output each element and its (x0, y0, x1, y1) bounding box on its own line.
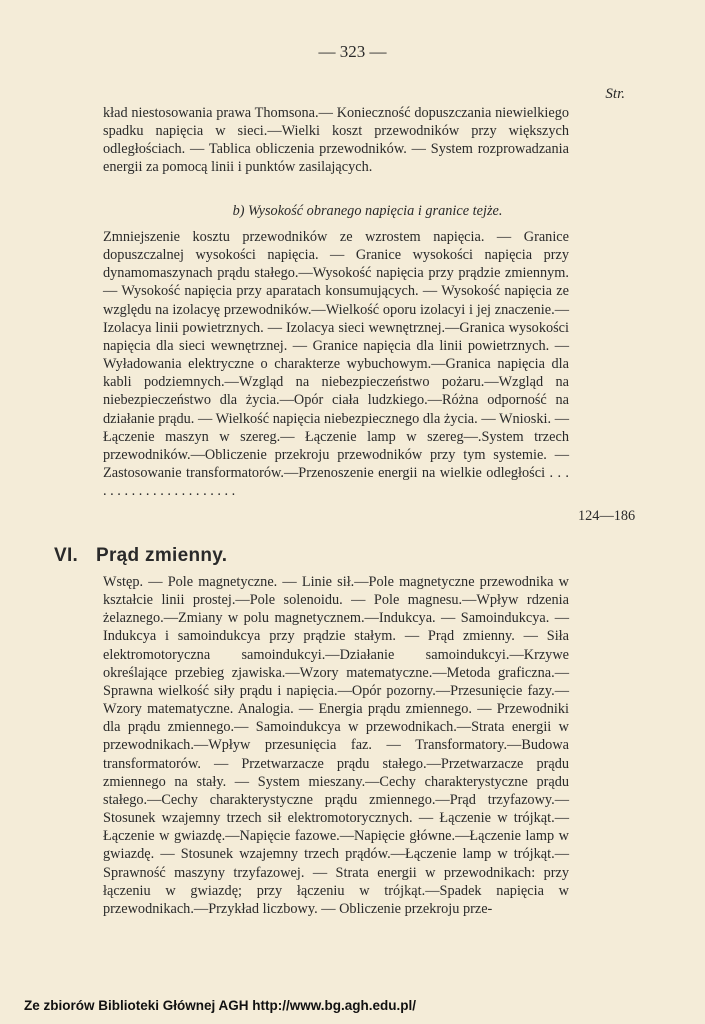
paragraph-alternating-current-text: Wstęp. — Pole magnetyczne. — Linie sił.—Pole magnetyczne przewodnika w kształcie linii prostej.—Pole solenoidu. — Pole magnesu.—Wpływ rdzenia żelaznego.—Zmiany w polu magnetycznem.—Indukcya. — Samoindukcya. — Indukcya i samoindukcya przy prądzie stałym. — Prąd zmienny. — Siła elektromotoryczna samoindukcyi.—Działanie samoindukcyi.—Krzywe określające przebieg zjawiska.—Wzory matematyczne.—Metoda graficzna.—Sprawna wielkość siły prądu i napięcia.—Opór pozorny.—Przesunięcie fazy.—Wzory matematyczne. Analogia. — Energia prądu zmiennego. — Przewodniki dla prądu zmiennego.— Samoindukcya w przewodnikach.—Strata energii w przewodnikach.—Wpływ przesunięcia faz. — Transformatory.—Budowa transformatorów. — Przetwarzacze prądu stałego.—Przetwarzacze prądu zmiennego na stały. — System mieszany.—Cechy charakterystyczne prądu stałego.—Cechy charakterystyczne prądu zmiennego.—Prąd trzyfazowy.—Stosunek wzajemny trzech sił elektromotorycznych. — Łączenie w trójkąt.—Łączenie w gwiazdę.—Napięcie fazowe.—Napięcie główne.—Łączenie lamp w gwiazdę. — Stosunek wzajemny trzech prądów.—Łączenie lamp w trójkąt.—Sprawność maszyny trzyfazowej. — Strata energii w przewodnikach: przy łączeniu w gwiazdę; przy łączeniu w trójkąt.—Spadek napięcia w przewodnikach.—Przykład liczbowy. — Obliczenie przekroju prze- (103, 574, 569, 917)
paragraph-intro (103, 104, 569, 177)
page-number: — 323 — (318, 42, 387, 61)
section-heading (54, 545, 227, 567)
section-number: VI. (54, 545, 79, 566)
page-range: 124—186 (578, 508, 636, 524)
subheading: b) Wysokość obranego napięcia i granice tejże. (232, 203, 503, 219)
paragraph-alternating-current (103, 573, 569, 918)
section-title: Prąd zmienny. (96, 545, 228, 566)
library-footer: Ze zbiorów Biblioteki Głównej AGH http://www.bg.agh.edu.pl/ (24, 998, 416, 1013)
paragraph-intro-text: kład niestosowania prawa Thomsona.— Konieczność dopuszczania niewielkiego spadku napięcia w sieci.—Wielki koszt przewodników przy większych odległościach. — Tablica obliczenia przewodników. — System rozprowadzania energii za pomocą linii i punktów zasilających. (103, 105, 569, 176)
paragraph-voltage (103, 228, 569, 500)
page-column-label: Str. (605, 86, 625, 102)
paragraph-voltage-text: Zmniejszenie kosztu przewodników ze wzrostem napięcia. — Granice dopuszczalnej wysokości napięcia. — Granice wysokości napięcia przy dynamomaszynach prądu stałego.—Wysokość napięcia przy prądzie zmiennym. — Wysokość napięcia przy aparatach konsumujących. — Wysokość napięcia ze względu na izolacyę przewodników.—Wielkość oporu izolacyi i jej znaczenie.—Izolacya linii powietrznych. — Izolacya sieci wewnętrznej.—Granica wysokości napięcia dla sieci wewnętrznej. — Granice napięcia dla linii powietrznych. — Wyładowania elektryczne o charakterze wybuchowym.—Granica napięcia dla kabli podziemnych.—Wzgląd na niebezpieczeństwo pożaru.—Wzgląd na niebezpieczeństwo dla życia.—Opór ciała ludzkiego.—Różna odporność na działanie prądu. — Wielkość napięcia niebezpiecznego dla życia. — Wnioski. — Łączenie maszyn w szereg.— Łączenie lamp w szereg—.System trzech przewodników.—Obliczenie przekroju przewodników przy tym systemie. — Zastosowanie transformatorów.—Przenoszenie energii na wielkie odległości . . . . . . . . . . . . . . . . . . . . . . (103, 229, 569, 500)
